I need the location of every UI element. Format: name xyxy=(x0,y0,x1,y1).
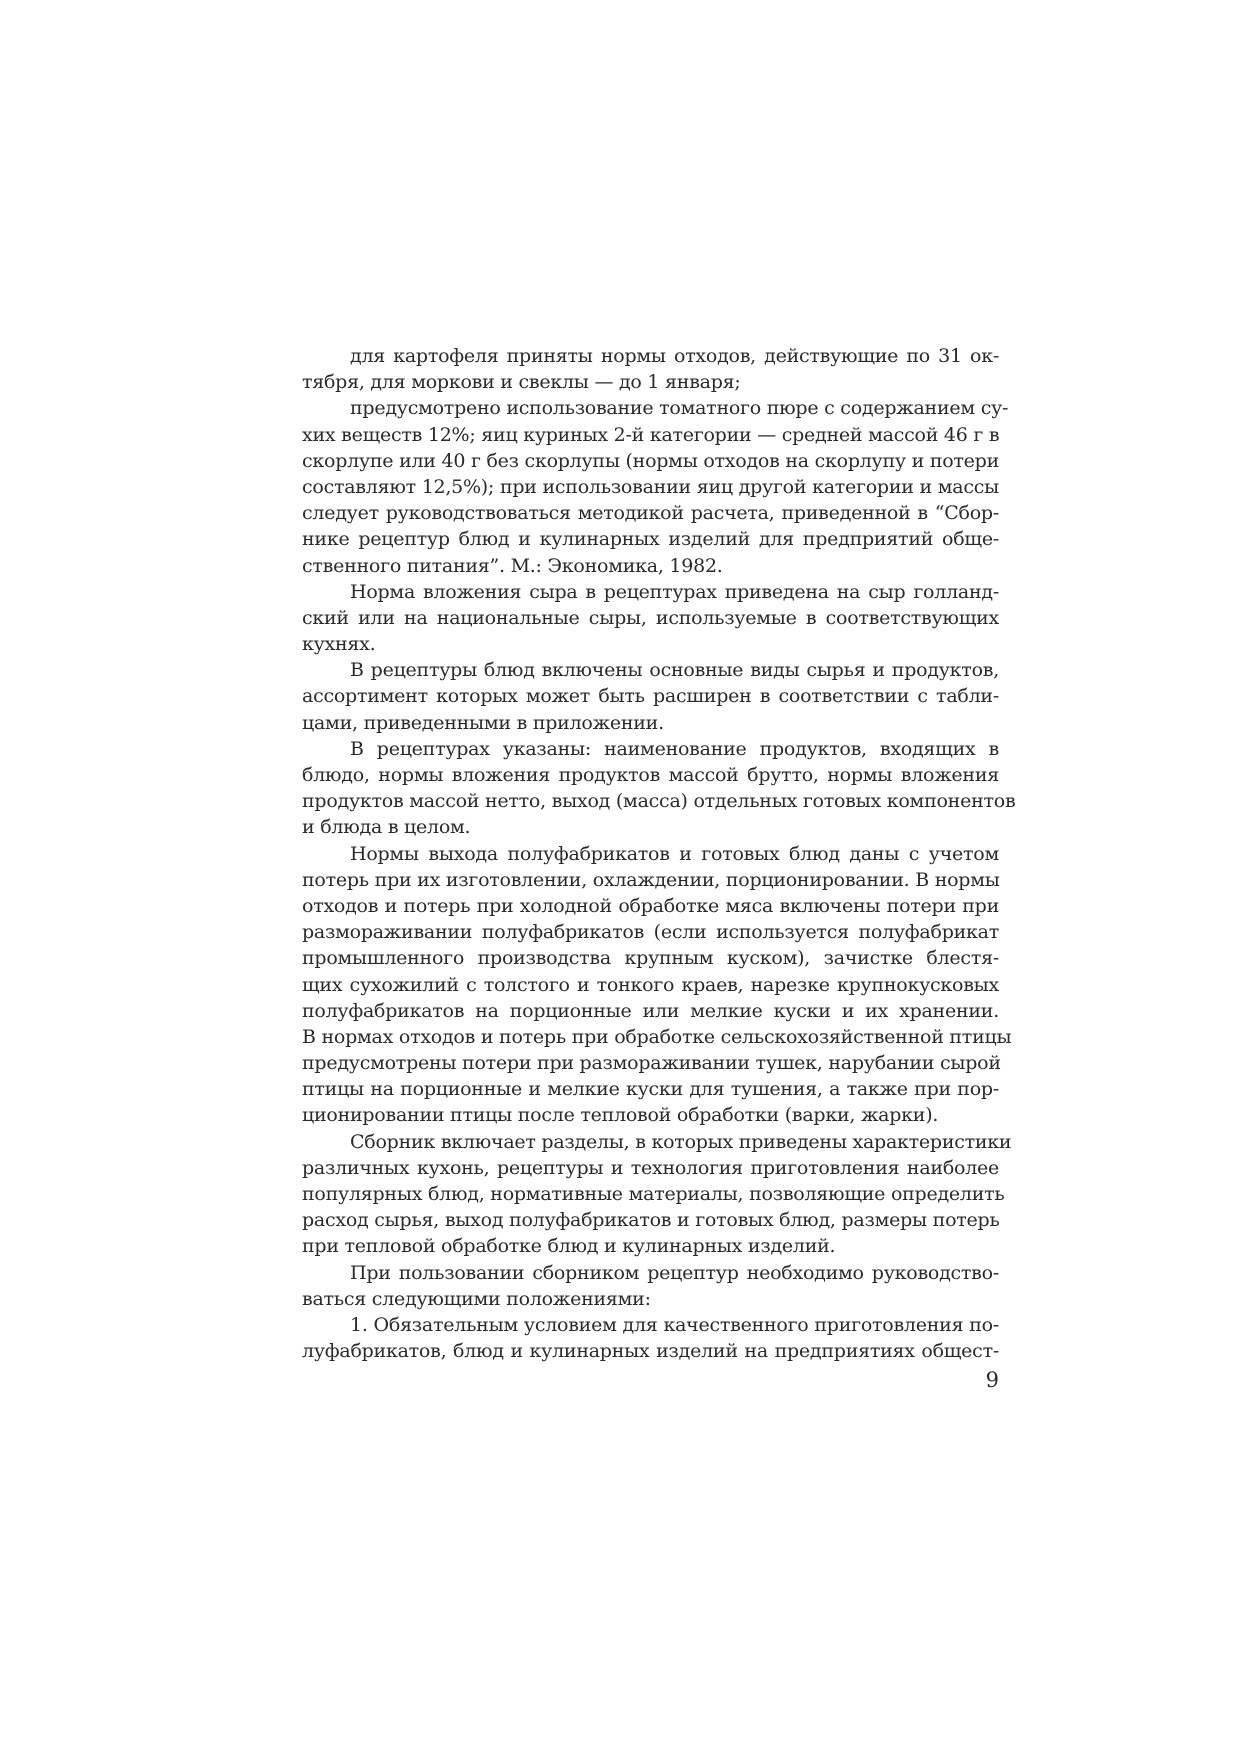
text-line: щих сухожилий с толстого и тонкого краев, нарезке крупнокусковых xyxy=(302,973,999,996)
paragraph-raw-materials xyxy=(302,657,999,736)
paragraph-cheese xyxy=(302,579,999,658)
text-line: ский или на национальные сыры, используемые в соответствующих xyxy=(302,606,999,629)
text-line: популярных блюд, нормативные материалы, позволяющие определить xyxy=(302,1183,1005,1205)
paragraph-potato-waste xyxy=(302,343,999,395)
paragraph-usage xyxy=(302,1260,999,1312)
text-line: расход сырья, выход полуфабрикатов и готовых блюд, размеры потерь xyxy=(302,1209,1000,1232)
paragraph-tomato-eggs xyxy=(302,395,1009,578)
text-line: Нормы выхода полуфабрикатов и готовых блюд даны с учетом xyxy=(350,842,999,865)
text-line: ваться следующими положениями: xyxy=(302,1287,651,1310)
text-line: цами, приведенными в приложении. xyxy=(302,711,664,734)
text-line: тября, для моркови и свеклы — до 1 января; xyxy=(302,371,741,394)
text-line: ственного питания”. М.: Экономика, 1982. xyxy=(302,554,723,577)
text-line: В нормах отходов и потерь при обработке сельскохозяйственной птицы xyxy=(302,1025,1012,1048)
text-line: птицы на порционные и мелкие куски для тушения, а также при пор- xyxy=(302,1078,999,1101)
text-line: хих веществ 12%; яиц куриных 2-й категории — средней массой 46 г в xyxy=(302,423,1000,446)
paragraph-recipe-contents xyxy=(302,736,1016,841)
text-line: следует руководствоваться методикой расчета, приведенной в “Сбор- xyxy=(302,502,999,525)
text-line: В рецептурах указаны: наименование продуктов, входящих в xyxy=(350,737,999,760)
text-line: предусмотрены потери при размораживании тушек, нарубании сырой xyxy=(302,1052,1001,1075)
text-line: При пользовании сборником рецептур необходимо руководство- xyxy=(350,1261,999,1284)
text-line: ционировании птицы после тепловой обработки (варки, жарки). xyxy=(302,1104,939,1127)
text-line: предусмотрено использование томатного пюре с содержанием су- xyxy=(350,397,1009,420)
text-line: 1. Обязательным условием для качественного приготовления по- xyxy=(350,1313,999,1336)
text-line: и блюда в целом. xyxy=(302,816,471,839)
page-number: 9 xyxy=(985,1368,999,1392)
text-line: луфабрикатов, блюд и кулинарных изделий на предприятиях общест- xyxy=(302,1340,999,1363)
text-line: составляют 12,5%); при использовании яиц другой категории и массы xyxy=(302,475,999,498)
text-line: Сборник включает разделы, в которых приведены характеристики xyxy=(350,1130,1012,1153)
text-line: В рецептуры блюд включены основные виды сырья и продуктов, xyxy=(350,659,999,682)
text-line: кухнях. xyxy=(302,633,376,656)
paragraph-output-norms xyxy=(302,841,1012,1129)
text-line: отходов и потерь при холодной обработке мяса включены потери при xyxy=(302,894,999,917)
text-line: нике рецептур блюд и кулинарных изделий для предприятий обще- xyxy=(302,528,999,551)
text-line: размораживании полуфабрикатов (если используется полуфабрикат xyxy=(302,921,999,944)
paragraph-sections xyxy=(302,1129,1012,1260)
text-line: при тепловой обработке блюд и кулинарных изделий. xyxy=(302,1235,836,1258)
text-line: блюдо, нормы вложения продуктов массой брутто, нормы вложения xyxy=(302,764,999,786)
text-line: для картофеля приняты нормы отходов, действующие по 31 ок- xyxy=(350,345,999,367)
text-line: промышленного производства крупным куском), зачистке блестя- xyxy=(302,947,999,970)
text-line: Норма вложения сыра в рецептурах приведена на сыр голланд- xyxy=(350,580,999,603)
text-line: скорлупе или 40 г без скорлупы (нормы отходов на скорлупу и потери xyxy=(302,449,1000,472)
text-line: различных кухонь, рецептуры и технология приготовления наиболее xyxy=(302,1156,999,1179)
text-line: полуфабрикатов на порционные или мелкие куски и их хранении. xyxy=(302,999,999,1022)
text-line: ассортимент которых может быть расширен в соответствии с табли- xyxy=(302,685,999,708)
text-line: потерь при их изготовлении, охлаждении, порционировании. В нормы xyxy=(302,868,1000,891)
body-text xyxy=(302,343,1016,1364)
text-line: продуктов массой нетто, выход (масса) отдельных готовых компонентов xyxy=(302,790,1016,813)
paragraph-item-1 xyxy=(302,1312,999,1364)
